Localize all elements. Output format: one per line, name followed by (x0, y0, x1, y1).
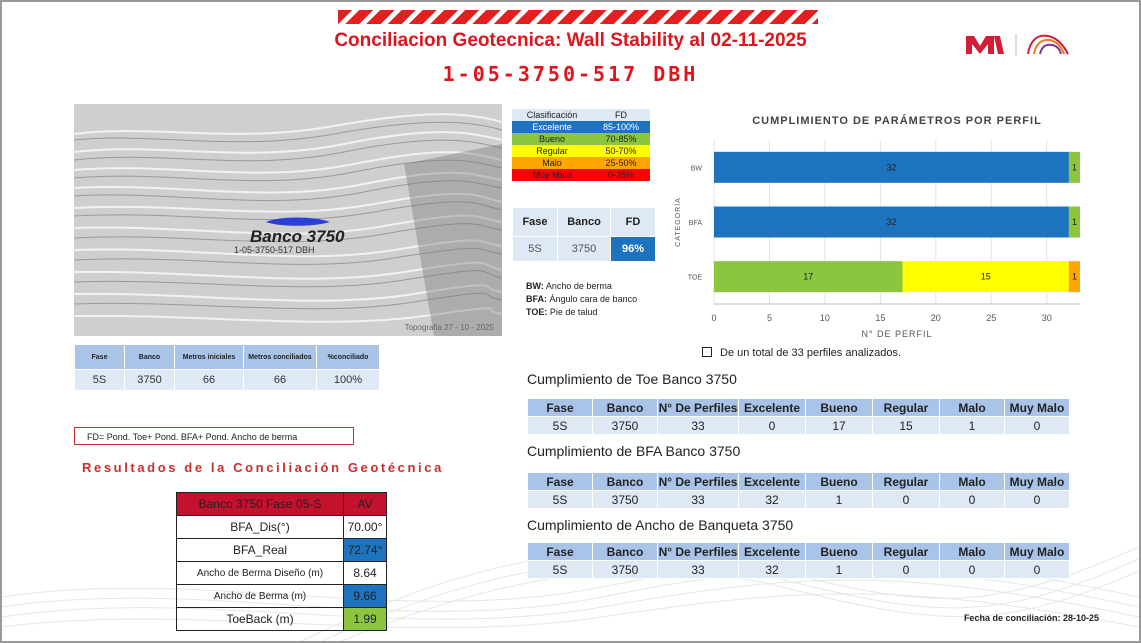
chart-title: CUMPLIMIENTO DE PARÁMETROS POR PERFIL (752, 115, 1042, 127)
results-label: Ancho de Berma (m) (177, 585, 344, 608)
chart-data-label: 1 (1071, 217, 1077, 227)
bfa-cell: 0 (940, 491, 1005, 509)
meta-header: Banco (125, 345, 175, 370)
classification-header: Clasificación (526, 110, 578, 120)
chart-data-label: 15 (980, 271, 991, 282)
chart-data-label: 1 (1071, 271, 1077, 282)
bfa-header: Bueno (806, 473, 873, 491)
classification-header: FD (615, 110, 627, 120)
fd-table (512, 207, 656, 262)
topography-date: Topografia 27 - 10 - 2025 (404, 323, 494, 332)
bfa-header: Muy Malo (1005, 473, 1070, 491)
meta-cell: 5S (75, 370, 125, 391)
legend-item (526, 293, 637, 306)
results-value: 72.74° (344, 539, 387, 562)
berma-header: Excelente (739, 543, 806, 561)
meta-header: Metros iniciales (175, 345, 244, 370)
meta-header: Fase (75, 345, 125, 370)
bfa-cell: 0 (873, 491, 940, 509)
toe-cell: 17 (806, 417, 873, 435)
toe-header: Regular (873, 399, 940, 417)
chart-xtick-label: 25 (986, 313, 997, 323)
toe-cell: 3750 (593, 417, 658, 435)
toe-table (527, 398, 1070, 435)
legend-key: BFA: (526, 294, 547, 304)
berma-header: Muy Malo (1005, 543, 1070, 561)
classification-table (512, 109, 650, 181)
fd-header: Fase (513, 208, 558, 237)
bfa-header: Malo (940, 473, 1005, 491)
abbreviation-legend (526, 280, 637, 319)
classification-range: 0-25% (607, 170, 634, 180)
section-title-toe: Cumplimiento de Toe Banco 3750 (527, 371, 737, 387)
berma-table (527, 542, 1070, 579)
chart-category-label: BFA (688, 220, 702, 227)
chart-ylabel: CATEGORÍA (675, 197, 682, 247)
bfa-header: Banco (593, 473, 658, 491)
toe-header: Malo (940, 399, 1005, 417)
fd-cell: 3750 (558, 237, 611, 262)
bfa-cell: 1 (806, 491, 873, 509)
toe-header: Banco (593, 399, 658, 417)
berma-header: Banco (593, 543, 658, 561)
chart-xtick-label: 30 (1041, 313, 1052, 323)
note-text: De un total de 33 perfiles analizados. (720, 347, 902, 359)
legend-key: BW: (526, 281, 544, 291)
berma-header: N° De Perfiles (658, 544, 738, 559)
compliance-chart (668, 106, 1108, 341)
company-logo-icon (964, 30, 1076, 58)
chart-xtick-label: 20 (930, 313, 941, 323)
classification-label: Bueno (538, 134, 566, 144)
results-table (176, 492, 387, 631)
chart-data-label: 32 (886, 217, 897, 227)
berma-cell: 0 (940, 561, 1005, 579)
classification-label: Malo (542, 158, 562, 168)
berma-header: Regular (873, 543, 940, 561)
berma-cell: 5S (528, 561, 593, 579)
chart-data-label: 17 (803, 271, 814, 282)
page-title: Conciliacion Geotecnica: Wall Stability al 02-11-2025 (334, 30, 807, 51)
berma-cell: 1 (806, 561, 873, 579)
berma-cell: 0 (873, 561, 940, 579)
toe-cell: 15 (873, 417, 940, 435)
fd-cell: 5S (513, 237, 558, 262)
berma-cell: 33 (658, 561, 739, 579)
classification-range: 25-50% (605, 158, 637, 168)
toe-header: N° De Perfiles (658, 400, 738, 415)
legend-item (526, 280, 637, 293)
berma-header: Malo (940, 543, 1005, 561)
section-title-berma: Cumplimiento de Ancho de Banqueta 3750 (527, 517, 794, 533)
classification-label: Muy Malo (532, 170, 572, 180)
results-label: BFA_Real (177, 539, 344, 562)
bfa-cell: 0 (1005, 491, 1070, 509)
berma-cell: 32 (739, 561, 806, 579)
chart-category-label: BW (690, 165, 702, 173)
meta-cell: 3750 (125, 370, 175, 391)
berma-header: Bueno (806, 543, 873, 561)
bfa-cell: 32 (739, 491, 806, 509)
classification-range: 85-100% (602, 122, 640, 132)
chart-category-label: TOE (687, 274, 702, 282)
results-label: Ancho de Berma Diseño (m) (177, 562, 344, 585)
header-stripe (338, 10, 818, 24)
toe-header: Muy Malo (1005, 399, 1070, 417)
classification-range: 50-70% (605, 146, 637, 156)
page-subtitle: 1-05-3750-517 DBH (442, 62, 699, 86)
classification-label: Regular (536, 146, 568, 156)
meta-table (74, 344, 380, 391)
toe-cell: 0 (739, 417, 806, 435)
meta-cell: 66 (175, 370, 244, 391)
results-header: AV (344, 493, 387, 516)
legend-item (526, 306, 637, 319)
fd-formula: FD= Pond. Toe+ Pond. BFA+ Pond. Ancho de berma (74, 427, 354, 445)
results-value: 9.66 (344, 585, 387, 608)
results-value: 8.64 (344, 562, 387, 585)
meta-cell: 66 (244, 370, 317, 391)
chart-data-label: 32 (886, 162, 897, 173)
chart-xtick-label: 15 (875, 313, 886, 323)
chart-xtick-label: 5 (766, 313, 772, 323)
toe-cell: 0 (1005, 417, 1070, 435)
toe-cell: 5S (528, 417, 593, 435)
meta-cell: 100% (317, 370, 380, 391)
fd-value: 96% (611, 237, 656, 262)
results-title: Resultados de la Conciliación Geotécnica (82, 460, 444, 475)
chart-xtick-label: 0 (711, 313, 717, 323)
bfa-cell: 5S (528, 491, 593, 509)
classification-label: Excelente (532, 122, 572, 132)
toe-cell: 33 (658, 417, 739, 435)
meta-header: %conciliado (317, 345, 380, 370)
bfa-header: Fase (528, 473, 593, 491)
berma-header: Fase (528, 543, 593, 561)
legend-key: TOE: (526, 307, 548, 317)
checkbox-icon (702, 347, 712, 357)
topography-map (74, 104, 502, 336)
results-header: Banco 3750 Fase 05-S (177, 493, 344, 516)
section-title-bfa: Cumplimiento de BFA Banco 3750 (527, 443, 741, 459)
results-value: 1.99 (344, 608, 387, 631)
fd-header: Banco (558, 208, 611, 237)
meta-header: Metros conciliados (244, 345, 317, 370)
results-label: ToeBack (m) (177, 608, 344, 631)
toe-cell: 1 (940, 417, 1005, 435)
bfa-cell: 33 (658, 491, 739, 509)
toe-header: Bueno (806, 399, 873, 417)
bfa-cell: 3750 (593, 491, 658, 509)
chart-xlabel: N° DE PERFIL (861, 329, 933, 339)
toe-header: Excelente (739, 399, 806, 417)
berma-cell: 3750 (593, 561, 658, 579)
bfa-table (527, 472, 1070, 509)
legend-text: Pie de talud (549, 307, 598, 317)
chart-xtick-label: 10 (819, 313, 830, 323)
dbh-label: 1-05-3750-517 DBH (234, 245, 315, 255)
legend-text: Ángulo cara de banco (549, 294, 638, 304)
bfa-header: Regular (873, 473, 940, 491)
topography-lines (74, 104, 502, 336)
chart-data-label: 1 (1071, 162, 1077, 173)
results-label: BFA_Dis(°) (177, 516, 344, 539)
bfa-header: N° De Perfiles (658, 474, 738, 489)
berma-cell: 0 (1005, 561, 1070, 579)
profiles-note (702, 347, 901, 359)
bench-label: Banco 3750 (250, 227, 345, 246)
bfa-header: Excelente (739, 473, 806, 491)
toe-header: Fase (528, 399, 593, 417)
results-value: 70.00° (344, 516, 387, 539)
fecha-conciliacion: Fecha de conciliación: 28-10-25 (963, 613, 1099, 623)
legend-text: Ancho de berma (545, 281, 612, 291)
fd-header: FD (611, 208, 656, 237)
classification-range: 70-85% (605, 134, 637, 144)
